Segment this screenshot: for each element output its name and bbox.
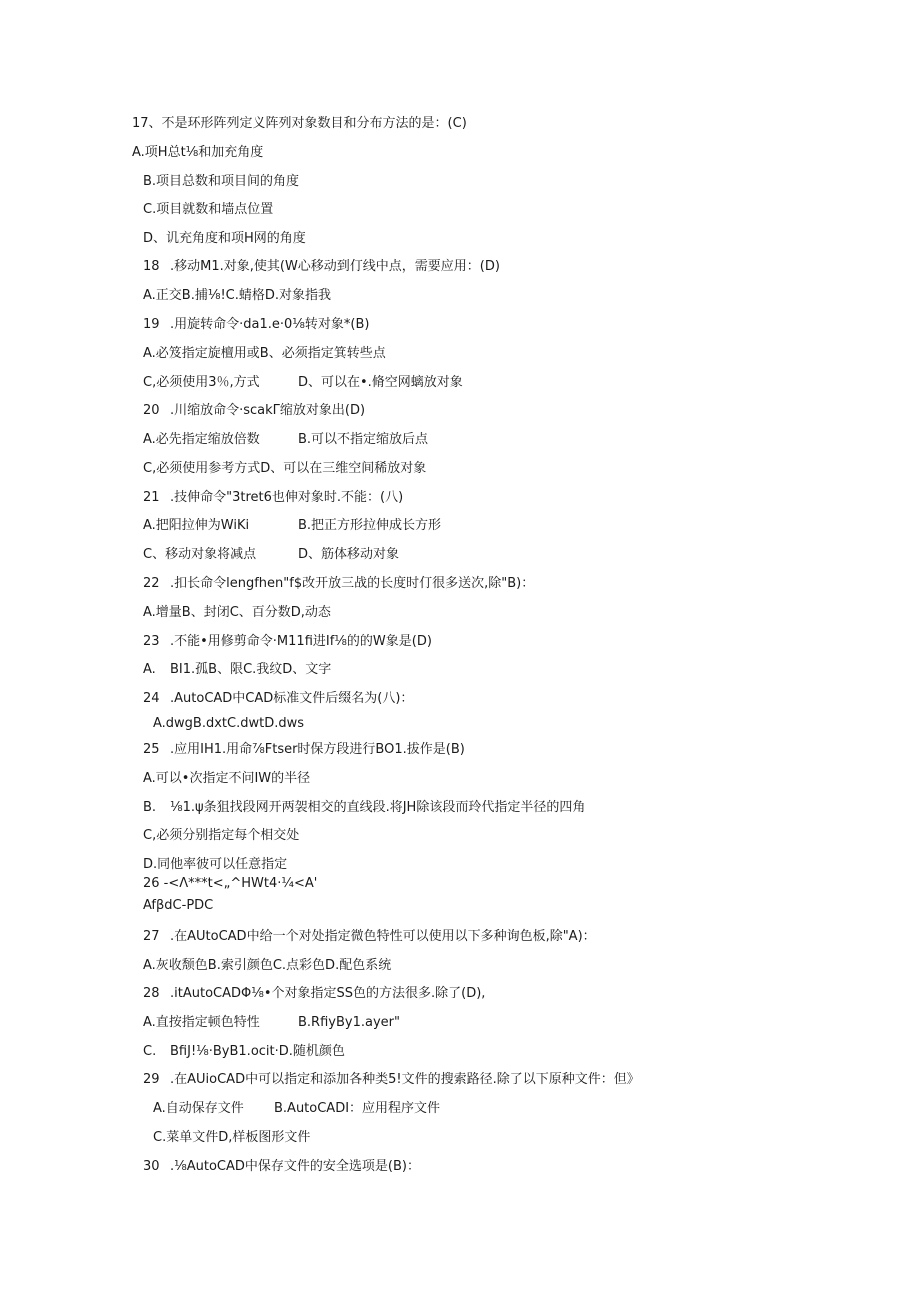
option-21b: B.把正方形拉伸成长方形 xyxy=(298,518,442,533)
question-17: 17、不是环形阵列定义阵列对象数目和分布方法的是：(C) xyxy=(132,116,467,131)
option-29b: B.AutoCADI：应用程序文件 xyxy=(274,1101,441,1116)
question-28-number: 28 xyxy=(143,986,160,1001)
option-17a: A.项H总t⅛和加充角度 xyxy=(132,145,264,160)
question-23: .不能•用修剪命令·M11fi进If⅛的的W象是(D) xyxy=(170,634,432,649)
option-20a: A.必先指定缩放倍数 xyxy=(143,432,260,447)
question-18-number: 18 xyxy=(143,259,160,274)
option-17b: B.项目总数和项目间的角度 xyxy=(143,174,300,189)
option-28b: B.RfiyBy1.ayer" xyxy=(298,1015,400,1030)
option-25b-label: B. xyxy=(143,800,157,815)
question-21-number: 21 xyxy=(143,490,160,505)
option-17d: D、讥充角度和项H网的角度 xyxy=(143,231,306,246)
question-30-number: 30 xyxy=(143,1159,160,1174)
options-27: A.灰收颓色B.索引颜色C.点彩色D.配色系统 xyxy=(143,958,392,973)
option-21c: C、移动对象将减点 xyxy=(143,547,257,562)
option-25c: C,必须分别指定每个相交处 xyxy=(143,828,300,843)
question-19-number: 19 xyxy=(143,317,160,332)
option-25a: A.可以•次指定不问IW的半径 xyxy=(143,771,311,786)
options-22: A.增量B、封闭C、百分数D,动态 xyxy=(143,605,331,620)
question-26: 26 -<Λ***t<„^HWt4·¼<A' xyxy=(143,876,318,891)
option-21d: D、筋体移动对象 xyxy=(298,547,400,562)
option-25d: D.同他率彼可以任意指定 xyxy=(143,857,288,872)
options-29cd: C.菜单文件D,样板图形文件 xyxy=(153,1130,311,1145)
question-30: .⅛AutoCAD中保存文件的安全选项是(B)： xyxy=(170,1159,420,1174)
options-20cd: C,必须使用参考方式D、可以在三维空间稀放对象 xyxy=(143,461,427,476)
option-19c: C,必须使用3％,方式 xyxy=(143,375,260,390)
question-29: .在AUioCAD中可以指定和添加各种类5!文件的搜索路径.除了以下原种文件：但》 xyxy=(170,1072,640,1087)
question-21: .技伸命令"3tret6也伸对象时.不能：(八) xyxy=(170,490,404,505)
option-29a: A.自动保存文件 xyxy=(153,1101,244,1116)
question-24-number: 24 xyxy=(143,691,160,706)
options-19ab: A.必笈指定旋檀用或B、必须指定箕转些点 xyxy=(143,346,386,361)
question-28: .itAutoCADΦ⅛•个对象指定SS色的方法很多.除了(D), xyxy=(170,986,486,1001)
question-29-number: 29 xyxy=(143,1072,160,1087)
question-18: .移动M1.对象,使其(W心移动到仃线中点，需要应用：(D) xyxy=(170,259,500,274)
question-19: .用旋转命令·da1.e·0⅛转对象*(B) xyxy=(170,317,370,332)
option-28c-label: C. xyxy=(143,1044,157,1059)
question-24: .AutoCAD中CAD标准文件后缀名为(八)： xyxy=(170,691,414,706)
question-22-number: 22 xyxy=(143,576,160,591)
option-21a: A.把阳拉伸为WiKi xyxy=(143,518,250,533)
options-24: A.dwgB.dxtC.dwtD.dws xyxy=(153,716,305,731)
question-20: .川缩放命令·scakΓ缩放对象出(D) xyxy=(170,403,366,418)
option-28a: A.直按指定顿色特性 xyxy=(143,1015,260,1030)
option-20b: B.可以不指定缩放后点 xyxy=(298,432,429,447)
question-25: .应用IH1.用命⅞Ftser时保方段进行BO1.拔作是(B) xyxy=(170,742,465,757)
question-27: .在AUtoCAD中给一个对处指定微色特性可以使用以下多种询色板,除"A)： xyxy=(170,929,596,944)
question-27-number: 27 xyxy=(143,929,160,944)
options-23: BI1.孤B、限C.我纹D、文字 xyxy=(170,662,332,677)
options-26: AfβdC-PDC xyxy=(143,898,214,913)
question-23-number: 23 xyxy=(143,634,160,649)
option-25b: ⅛1.ψ条狙找段网开两袈相交的直线段.将JH除该段而玲代指定半径的四角 xyxy=(170,800,586,815)
option-23-label: A. xyxy=(143,662,156,677)
question-25-number: 25 xyxy=(143,742,160,757)
question-22: .扣长命令lengfhen"f$改开放三战的长度时仃很多送次,除"B)： xyxy=(170,576,535,591)
options-18: A.正交B.捕⅛!C.蜻格D.对象指我 xyxy=(143,288,332,303)
question-20-number: 20 xyxy=(143,403,160,418)
option-17c: C.项目就数和墙点位置 xyxy=(143,202,274,217)
option-19d: D、可以在•.脩空网螭放对象 xyxy=(298,375,463,390)
options-28cd: BfiJ!⅛·ByB1.ocit·D.随机颜色 xyxy=(170,1044,345,1059)
